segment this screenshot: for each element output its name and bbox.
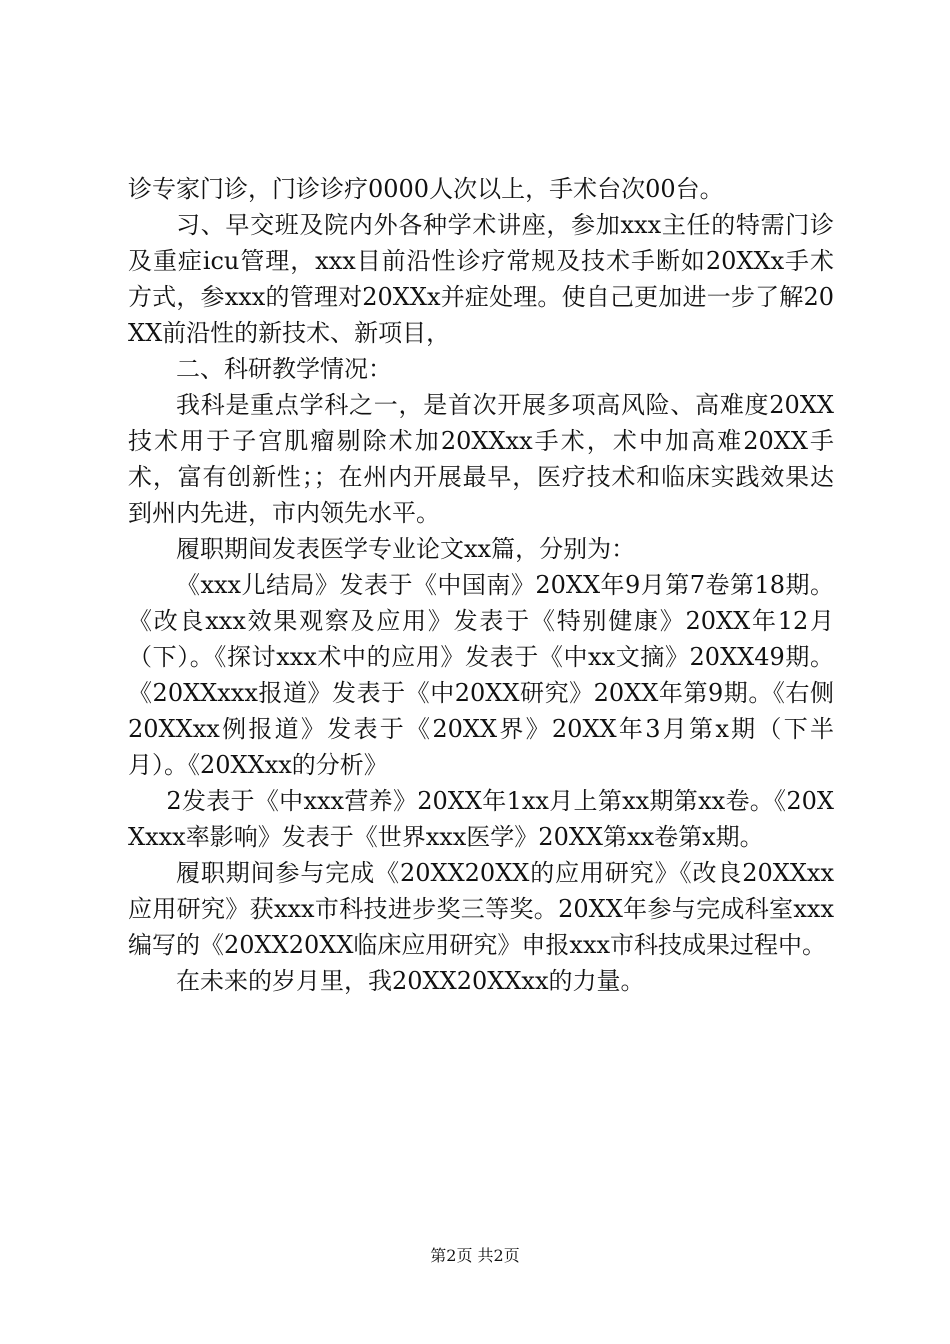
paragraph-study-activities: 习、早交班及院内外各种学术讲座，参加xxx主任的特需门诊及重症icu管理，xxx目前沿性诊疗常规及技术手断如20XXx手术方式，参xxx的管理对20XXx并症处理。使自己更加进一步了解20XX前沿性的新技术、新项目， [128, 211, 834, 347]
paragraph-papers-list-continued: 2发表于《中xxx营养》20XX年1xx月上第xx期第xx卷。《20XXxxx率影响》发表于《世界xxx医学》20XX第xx卷第x期。 [128, 787, 834, 851]
document-body [128, 171, 834, 999]
paragraph-outpatient-summary: 诊专家门诊，门诊诊疗0000人次以上，手术台次00台。 [128, 175, 724, 203]
page-number-footer: 第2页 共2页 [430, 1246, 520, 1265]
paragraph-papers-list: 《xxx儿结局》发表于《中国南》20XX年9月第7卷第18期。《改良xxx效果观察及应用》发表于《特别健康》20XX年12月（下）。《探讨xxx术中的应用》发表于《中xx文摘》20XX49期。《20XXxxx报道》发表于《中20XX研究》20XX年第9期。《右侧20XXxx例报道》发表于《20XX界》20XX年3月第x期（下半月）。《20XXxx的分析》 [128, 571, 834, 779]
paragraph-papers-intro: 履职期间发表医学专业论文xx篇，分别为： [176, 535, 636, 563]
paragraph-key-discipline: 我科是重点学科之一，是首次开展多项高风险、高难度20XX技术用于子宫肌瘤剔除术加20XXxx手术，术中加高难20XX手术，富有创新性；；在州内开展最早，医疗技术和临床实践效果达到州内先进，市内领先水平。 [128, 391, 834, 527]
section-heading-research-teaching: 二、科研教学情况： [176, 355, 392, 383]
paragraph-research-projects: 履职期间参与完成《20XX20XX的应用研究》《改良20XXxx应用研究》获xxx市科技进步奖三等奖。20XX年参与完成科室xxx编写的《20XX20XX临床应用研究》申报xxx市科技成果过程中。 [128, 859, 834, 959]
paragraph-closing: 在未来的岁月里，我20XX20XXxx的力量。 [176, 967, 645, 995]
